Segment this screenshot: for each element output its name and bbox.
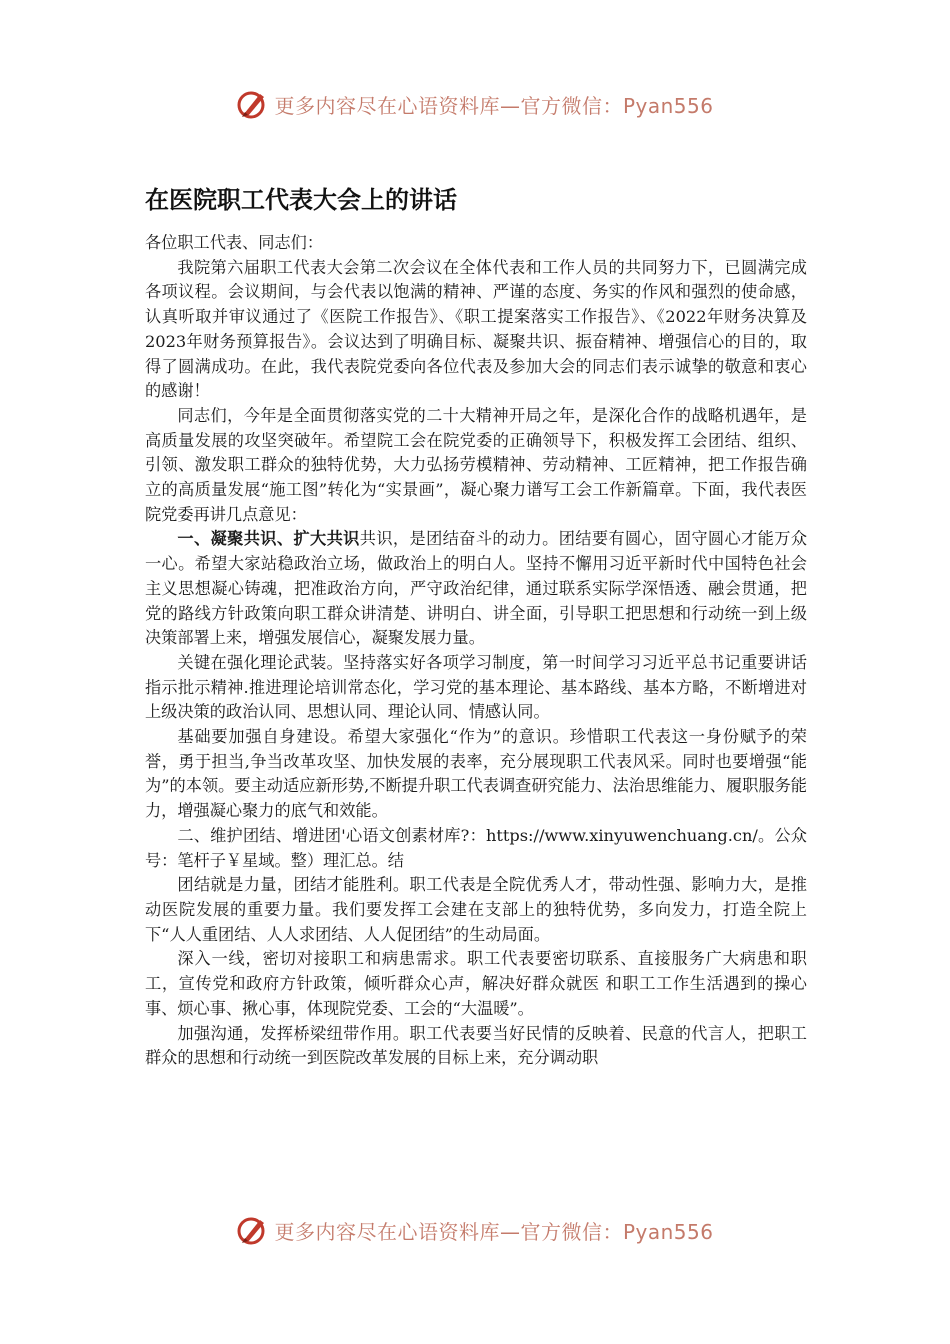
pen-logo-icon — [236, 88, 268, 120]
section-one-body: 共识，是团结奋斗的动力。团结要有圆心，固守圆心才能万众一心。希望大家站稳政治立场，做政治上的明白人。坚持不懈用习近平新时代中国特色社会主义思想凝心铸魂，把准政治方向，严守政治纪律，通过联系实际学深悟透、融会贯通，把党的路线方针政策向职工群众讲清楚、讲明白、讲全面，引导职工把思想和行动统一到上级决策部署上来，增强发展信心，凝聚发展力量。 — [145, 529, 808, 648]
pen-logo-icon — [236, 1214, 268, 1246]
footer-banner-text: 更多内容尽在心语资料库—官方微信：Pyan556 — [274, 1219, 714, 1244]
paragraph: 加强沟通，发挥桥梁纽带作用。职工代表要当好民情的反映着、民意的代言人，把职工群众的思想和行动统一到医院改革发展的目标上来，充分调动职 — [145, 1023, 807, 1068]
document-body — [145, 231, 807, 1071]
header-banner — [0, 84, 950, 124]
paragraph: 关键在强化理论武装。坚持落实好各项学习制度，第一时间学习习近平总书记重要讲话指示批示精神.推进理论培训常态化，学习党的基本理论、基本路线、基本方略，不断增进对上级决策的政治认同、思想认同、理论认同、情感认同。 — [145, 652, 807, 722]
paragraph: 同志们，今年是全面贯彻落实党的二十大精神开局之年，是深化合作的战略机遇年，是高质量发展的攻坚突破年。希望院工会在院党委的正确领导下，积极发挥工会团结、组织、引领、激发职工群众的独特优势，大力弘扬劳模精神、劳动精神、工匠精神，把工作报告确立的高质量发展“施工图”转化为“实景画”，凝心聚力谱写工会工作新篇章。下面，我代表医院党委再讲几点意见： — [145, 405, 807, 524]
paragraph: 基础要加强自身建设。希望大家强化“作为”的意识。珍惜职工代表这一身份赋予的荣誉，勇于担当,争当改革攻坚、加快发展的表率，充分展现职工代表风采。同时也要增强“能为”的本领。要主动适应新形势,不断提升职工代表调查研究能力、法治思维能力、履职服务能力，增强凝心聚力的底气和效能。 — [145, 727, 807, 821]
section-two-line: 二、维护团结、增进团'心语文创素材库?：https://www.xinyuwenchuang.cn/。公众号：笔杆子￥星域。整）理汇总。结 — [145, 825, 807, 870]
footer-banner — [0, 1210, 950, 1250]
paragraph: 深入一线，密切对接职工和病患需求。职工代表要密切联系、直接服务广大病患和职工，宣传党和政府方针政策，倾听群众心声，解决好群众就医 和职工工作生活遇到的操心事、烦心事、揪心事，体现院党委、工会的“大温暖”。 — [145, 949, 807, 1018]
section-one-paragraph — [145, 527, 807, 651]
section-one-heading: 一、凝聚共识、扩大共识 — [177, 529, 360, 549]
document-title: 在医院职工代表大会上的讲话 — [145, 186, 457, 214]
paragraph: 我院第六届职工代表大会第二次会议在全体代表和工作人员的共同努力下，已圆满完成各项议程。会议期间，与会代表以饱满的精神、严谨的态度、务实的作风和强烈的使命感，认真听取并审议通过了《医院工作报告》、《职工提案落实工作报告》、《2022年财务决算及2023年财务预算报告》。会议达到了明确目标、凝聚共识、振奋精神、增强信心的目的，取得了圆满成功。在此，我代表院党委向各位代表及参加大会的同志们表示诚挚的敬意和衷心的感谢！ — [145, 257, 807, 401]
salutation: 各位职工代表、同志们： — [145, 233, 324, 252]
paragraph: 团结就是力量，团结才能胜利。职工代表是全院优秀人才，带动性强、影响力大，是推动医院发展的重要力量。我们要发挥工会建在支部上的独特优势，多向发力，打造全院上下“人人重团结、人人求团结、人人促团结”的生动局面。 — [145, 875, 807, 944]
header-banner-text: 更多内容尽在心语资料库—官方微信：Pyan556 — [274, 93, 714, 118]
